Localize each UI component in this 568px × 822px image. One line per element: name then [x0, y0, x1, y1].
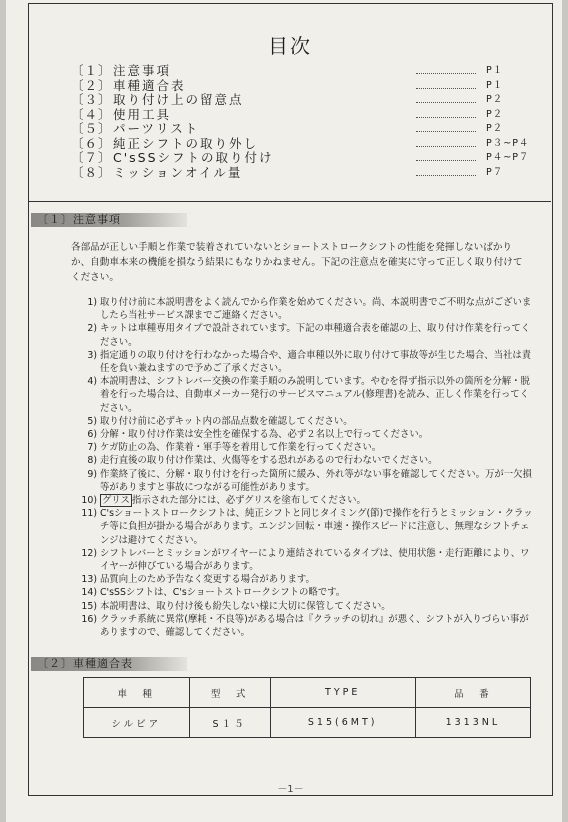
list-item-number: 15): [81, 600, 97, 612]
list-item-number: 4): [87, 376, 97, 388]
list-item-text: 作業終了後に、分解・取り付けを行った箇所に緩み、外れ等がない事を確認してください。万が一欠損等がありますと事故につながる可能性があります。: [100, 468, 532, 493]
list-item-number: 7): [87, 442, 97, 454]
table-header-cell: 車 種: [84, 678, 190, 708]
toc-leader-dots: [416, 122, 476, 132]
table-row: [84, 708, 531, 738]
table-of-contents: [29, 4, 551, 202]
toc-item-number: 〔４〕: [71, 106, 112, 122]
page-number: －1－: [277, 784, 304, 795]
table-header-row: [84, 678, 531, 708]
toc-item-number: 〔６〕: [71, 135, 112, 151]
precautions-intro: 各部品が正しい手順と作業で装着されていないとショートストロークシフトの性能を発揮しないばかりか、自動車本来の機能を損なう結果にもなりかねません。下記の注意点を確実に守って正しく取り付けてください。: [71, 242, 523, 283]
toc-item: [71, 151, 531, 166]
list-item-text: ケガ防止の為、作業着・軍手等を着用して作業を行ってください。: [100, 442, 382, 454]
toc-item-title: 注意事項: [113, 63, 172, 78]
toc-item-number: 〔５〕: [71, 121, 112, 136]
toc-item-number: 〔１〕: [71, 63, 112, 78]
toc-item-title: 使用工具: [113, 106, 172, 122]
list-item: [73, 507, 533, 547]
list-item-number: 11): [81, 508, 97, 520]
toc-leader-dots: [416, 93, 476, 103]
toc-item-page: P２: [486, 108, 504, 120]
list-item: [73, 349, 533, 375]
toc-item-number: 〔３〕: [71, 92, 112, 107]
toc-item-page: P４~P７: [486, 152, 530, 163]
list-item-number: 14): [81, 587, 97, 599]
list-item: [73, 586, 533, 599]
table-header-cell: TYPE: [270, 678, 415, 708]
list-item-text: 品質向上のため予告なく変更する場合があります。: [100, 574, 315, 586]
list-item: [73, 613, 533, 639]
table-header-cell: 型 式: [189, 678, 270, 708]
toc-item: [71, 137, 531, 152]
list-item: [73, 415, 533, 428]
list-item: [73, 573, 533, 586]
list-item: [73, 547, 533, 573]
vehicle-compatibility-table: [83, 677, 531, 738]
list-item-number: 3): [87, 349, 97, 361]
list-item: [73, 600, 533, 613]
list-item: [73, 454, 533, 467]
list-item-number: 16): [81, 613, 97, 625]
toc-item: [71, 93, 531, 108]
list-item: [73, 375, 533, 415]
list-item-number: 5): [87, 415, 97, 427]
table-cell: S１５: [189, 708, 270, 738]
list-item-number: 13): [81, 574, 97, 586]
toc-item: [71, 166, 531, 181]
list-item-text: C'sSSシフトは、C'sショートストロークシフトの略です。: [100, 587, 346, 599]
toc-list: [71, 64, 531, 180]
list-item-number: 12): [81, 547, 97, 559]
list-item: [73, 322, 533, 348]
list-item-number: 1): [87, 297, 97, 308]
toc-leader-dots: [416, 166, 476, 176]
toc-item-page: P１: [486, 79, 504, 91]
list-item-number: 2): [87, 323, 97, 335]
list-item-text: クラッチ系統に異常(摩耗・不良等)がある場合は『クラッチの切れ』が悪く、シフトが入りづらい事がありますので、確認してください。: [100, 613, 529, 639]
toc-leader-dots: [416, 151, 476, 161]
toc-item-title: パーツリスト: [113, 121, 200, 136]
list-item: [73, 296, 533, 322]
toc-item-number: 〔８〕: [71, 164, 112, 180]
list-item-text: 取り付け前に必ずキット内の部品点数を確認してください。: [100, 415, 353, 427]
list-item-text: C'sショートストロークシフトは、純正シフトと同じタイミング(節)で操作を行うとミッション・クラッチ等に負担が掛かる場合があります。エンジン回転・車速・操作スピードに注意し、無理なシフトチェンジは避けてください。: [100, 508, 533, 546]
page-frame: [28, 3, 553, 796]
toc-item-page: P１: [486, 65, 504, 76]
list-item-text: キットは車種専用タイプで設計されています。下記の車種適合表を確認の上、取り付け作業を行ってください。: [100, 323, 531, 348]
list-item-text: 本説明書は、取り付け後も紛失しない様に大切に保管してください。: [100, 600, 391, 612]
table-cell: S15(6MT): [270, 708, 415, 738]
table-header-cell: 品 番: [415, 678, 530, 708]
toc-item: [71, 122, 531, 137]
toc-item-title: 車種適合表: [113, 77, 186, 93]
toc-item: [71, 64, 531, 79]
toc-leader-dots: [416, 79, 476, 89]
list-item: [73, 468, 533, 494]
grease-boxed-label: グリス: [102, 495, 130, 507]
list-item-number: 9): [87, 468, 97, 480]
toc-item: [71, 108, 531, 123]
table-cell: シルビア: [84, 708, 190, 738]
toc-item-title: ミッションオイル量: [113, 164, 243, 180]
toc-item-page: P７: [486, 166, 504, 178]
toc-item-page: P３~P４: [486, 137, 530, 149]
toc-item-title: 純正シフトの取り外し: [113, 135, 259, 151]
toc-item-number: 〔２〕: [71, 77, 112, 93]
list-item-number: 10): [81, 495, 97, 507]
section-heading-vehicle-compatibility: 〔２〕車種適合表: [31, 657, 187, 671]
list-item-number: 8): [87, 455, 97, 467]
precautions-list: [73, 296, 533, 639]
toc-item-title: 取り付け上の留意点: [113, 92, 244, 107]
section-heading-precautions: 〔１〕注意事項: [31, 213, 187, 227]
list-item: [73, 428, 533, 441]
list-item-text: 本説明書は、シフトレバー交換の作業手順のみ説明しています。やむを得ず指示以外の箇所を分解・脱着を行った場合は、自動車メーカー発行のサービスマニュアル(修理書)を読み、正しく作業を行ってください。: [100, 376, 530, 414]
toc-leader-dots: [416, 108, 476, 118]
table-cell: 1313NL: [415, 708, 530, 738]
toc-item: [71, 79, 531, 94]
list-item-number: 6): [87, 429, 97, 441]
list-item: [73, 441, 533, 454]
list-item-text: シフトレバーとミッションがワイヤーにより連結されているタイプは、使用状態・走行距離により、ワイヤーが伸びている場合があります。: [100, 547, 530, 573]
toc-item-page: P２: [486, 94, 504, 105]
toc-leader-dots: [416, 137, 476, 147]
toc-item-title: C'sSSシフトの取り付け: [113, 150, 274, 165]
toc-leader-dots: [416, 64, 476, 74]
toc-title: 目次: [268, 34, 312, 58]
list-item-text: 指示された部分には、必ずグリスを塗布してください。: [131, 495, 366, 507]
list-item-text: 指定通りの取り付けを行わなかった場合や、適合車種以外に取り付けて事故等が生じた場合、当社は責任を負い兼ねますので予めご了承ください。: [100, 349, 532, 375]
document-page: [6, 0, 562, 822]
list-item-text: 取り付け前に本説明書をよく読んでから作業を始めてください。尚、本説明書でご不明な点がございましたら当社サービス課までご連絡ください。: [100, 297, 532, 322]
toc-item-number: 〔７〕: [71, 150, 112, 165]
list-item-text: 走行直後の取り付け作業は、火傷等をする恐れがあるので行わないでください。: [100, 455, 438, 467]
list-item: [73, 494, 533, 507]
list-item-text: 分解・取り付け作業は安全性を確保する為、必ず２名以上で行ってください。: [100, 429, 429, 441]
toc-item-page: P２: [486, 123, 504, 134]
